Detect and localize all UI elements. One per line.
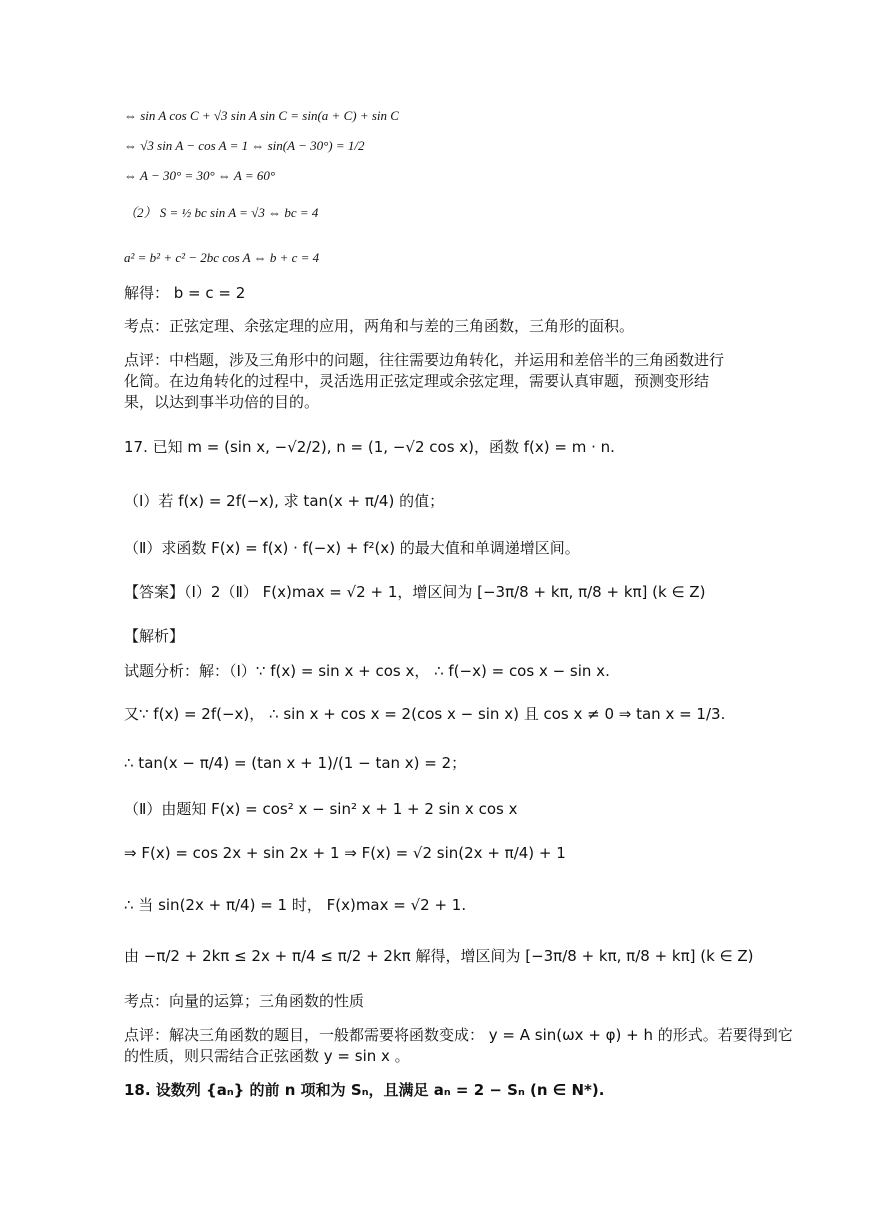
problem-18: 18. 设数列 {aₙ} 的前 n 项和为 Sₙ，且满足 aₙ = 2 − Sₙ (n ∈ N*).	[124, 1081, 605, 1099]
analysis-line-6: ∴ 当 sin(2x + π/4) = 1 时， F(x)max = √2 + 1.	[124, 896, 467, 914]
comment-2-line-1: 点评：解决三角函数的题目，一般都需要将函数变成： y = A sin(ωx + φ) + h 的形式。若要得到它	[124, 1026, 793, 1044]
comment-2-line-2: 的性质，则只需结合正弦函数 y = sin x 。	[124, 1047, 410, 1065]
analysis-line-7: 由 −π/2 + 2kπ ≤ 2x + π/4 ≤ π/2 + 2kπ 解得，增区间为 [−3π/8 + kπ, π/8 + kπ] (k ∈ Z)	[124, 947, 754, 965]
answer-line: 【答案】（Ⅰ）2（Ⅱ） F(x)max = √2 + 1，增区间为 [−3π/8 + kπ, π/8 + kπ] (k ∈ Z)	[124, 583, 706, 601]
equation-line-1: ⇔ sin A cos C + √3 sin A sin C = sin(a + C) + sin C	[124, 108, 399, 123]
problem-17-part1: （Ⅰ）若 f(x) = 2f(−x), 求 tan(x + π/4) 的值；	[124, 492, 445, 510]
analysis-line-1: 试题分析：解：（Ⅰ）∵ f(x) = sin x + cos x， ∴ f(−x) = cos x − sin x.	[124, 662, 610, 680]
equation-line-5: a² = b² + c² − 2bc cos A ⇔ b + c = 4	[124, 250, 320, 265]
kaodian-line-1: 考点：正弦定理、余弦定理的应用，两角和与差的三角函数，三角形的面积。	[124, 317, 635, 335]
equation-line-4: （2） S = ½ bc sin A = √3 ⇔ bc = 4	[124, 205, 319, 220]
kaodian-line-2: 考点：向量的运算；三角函数的性质	[124, 992, 365, 1010]
equation-line-3: ⇔ A − 30° = 30° ⇔ A = 60°	[124, 168, 276, 183]
comment-line-1: 点评：中档题，涉及三角形中的问题，往往需要边角转化，并运用和差倍半的三角函数进行	[124, 351, 725, 369]
analysis-line-5: ⇒ F(x) = cos 2x + sin 2x + 1 ⇒ F(x) = √2 sin(2x + π/4) + 1	[124, 844, 566, 862]
equation-line-2: ⇔ √3 sin A − cos A = 1 ⇔ sin(A − 30°) = 1/2	[124, 138, 365, 153]
analysis-line-4: （Ⅱ）由题知 F(x) = cos² x − sin² x + 1 + 2 sin x cos x	[124, 800, 518, 818]
solution-line: 解得： b = c = 2	[124, 284, 246, 302]
analysis-line-3: ∴ tan(x − π/4) = (tan x + 1)/(1 − tan x) = 2；	[124, 754, 467, 772]
problem-17-part2: （Ⅱ）求函数 F(x) = f(x) · f(−x) + f²(x) 的最大值和单调递增区间。	[124, 539, 580, 557]
analysis-line-2: 又∵ f(x) = 2f(−x)， ∴ sin x + cos x = 2(cos x − sin x) 且 cos x ≠ 0 ⇒ tan x = 1/3.	[124, 705, 726, 723]
analysis-heading: 【解析】	[124, 627, 185, 645]
comment-line-2: 化简。在边角转化的过程中，灵活选用正弦定理或余弦定理，需要认真审题，预测变形结	[124, 372, 710, 390]
problem-17: 17. 已知 m = (sin x, −√2/2), n = (1, −√2 cos x)，函数 f(x) = m · n.	[124, 438, 615, 456]
comment-line-3: 果，以达到事半功倍的目的。	[124, 393, 320, 411]
